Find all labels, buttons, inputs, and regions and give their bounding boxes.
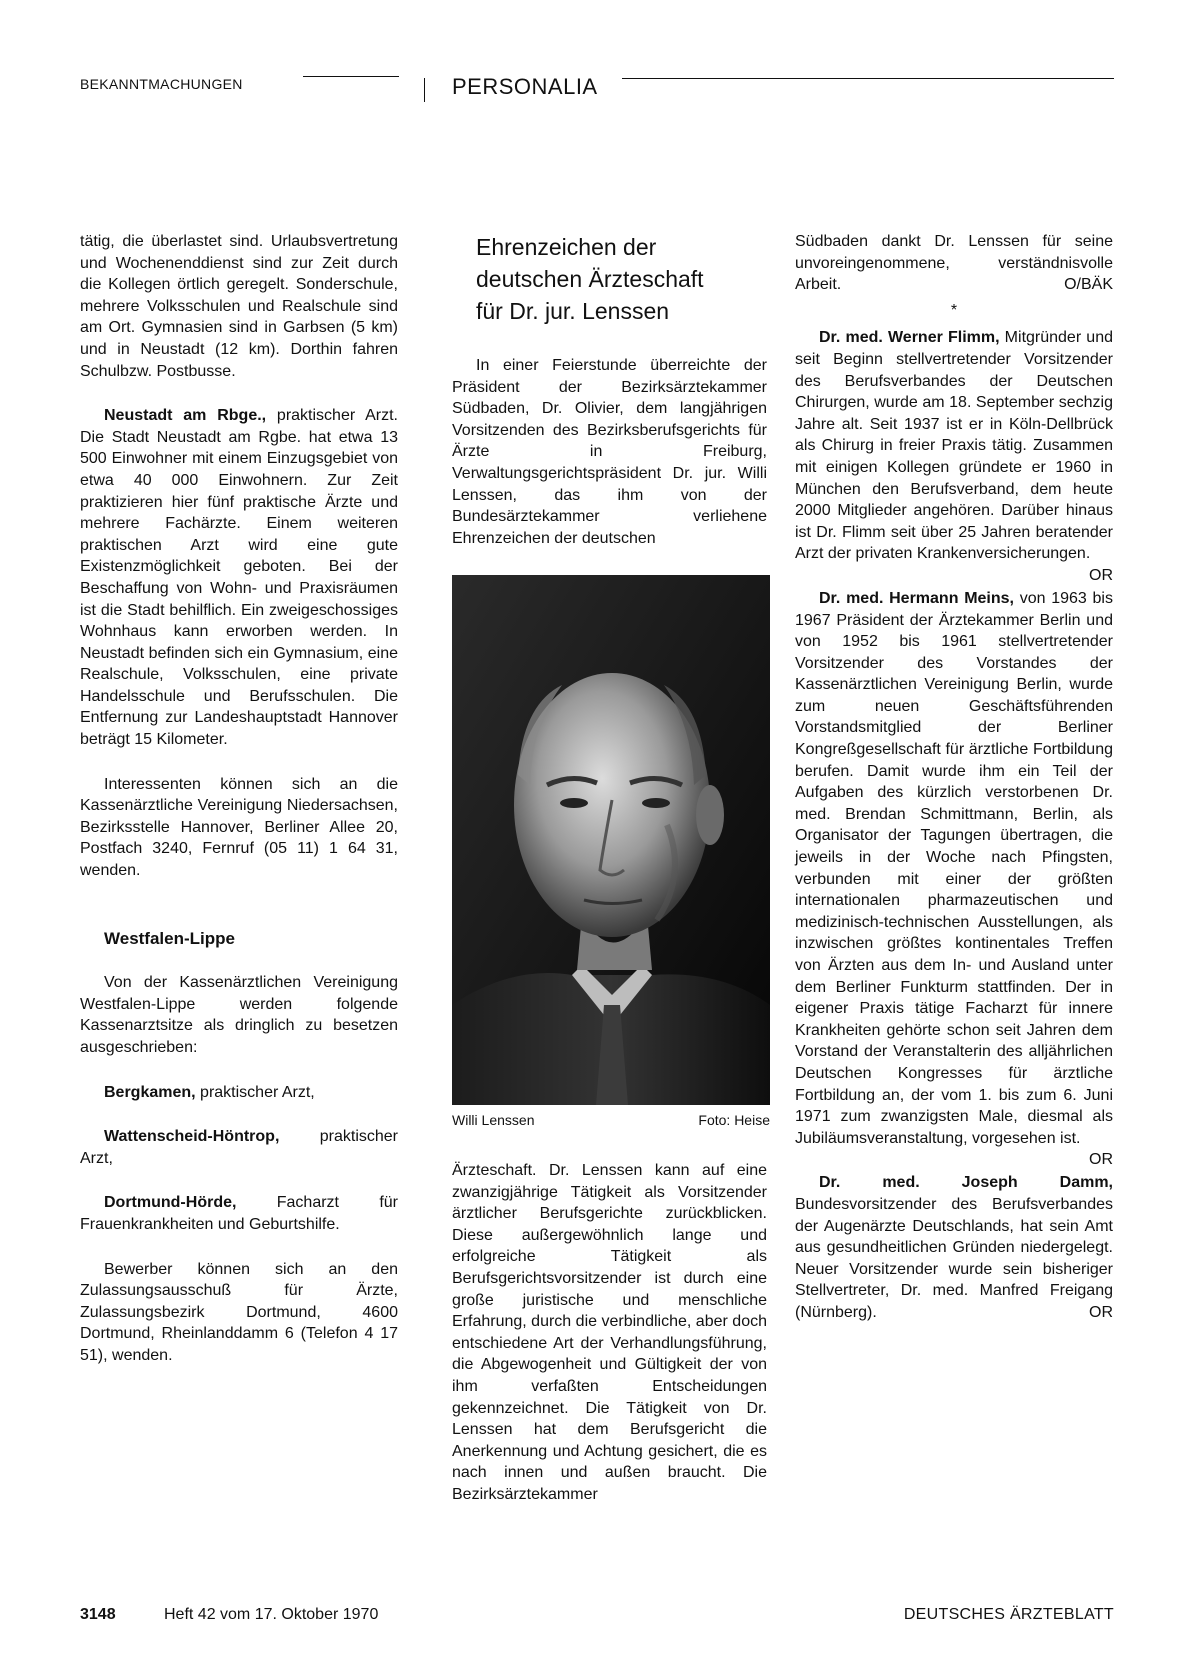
notice-signature: OR [1089,1303,1113,1321]
section-label-personalia: PERSONALIA [452,74,598,99]
notice-signature: OR [1089,1151,1113,1169]
listing-text: Facharzt für Frauenkrankheiten und Geburtshilfe. [80,1194,398,1233]
person-name: Dr. med. Werner Flimm, [819,329,1000,347]
notice-text: Bundesvorsitzender des Berufsverbandes der Augenärzte Deutschlands, hat sein Amt aus gesundheitlichen Gründen niedergelegt. Neuer Vorsitzender wurde sein bisheriger Stellvertreter, Dr. med. Manfred Freigang (Nürnberg). [795,1195,1113,1321]
listing-dortmund [80,1192,398,1235]
section-label-bekanntmachungen: BEKANNTMACHUNGEN [80,76,243,92]
portrait-photo [452,575,770,1105]
article-paragraph: Ärzteschaft. Dr. Lenssen kann auf eine zwanzigjährige Tätigkeit als Vorsitzender ärztlicher Berufsgerichte zurückblicken. Diese außergewöhnlich lange und erfolgreiche Tätigkeit als Berufsgerichtsvorsitzender ist durch eine große juristische und menschliche Erfahrung, durch die verbindliche, aber doch entschiedene Art der Verhandlungsführung, die Abgewogenheit und Gültigkeit der von ihm verfaßten Entscheidungen gekennzeichnet. Die Tätigkeit von Dr. Lenssen hat dem Berufsgericht die Anerkennung und Achtung gesichert, die es nach innen und außen braucht. Die Bezirksärztekammer [452,1162,767,1503]
page-number: 3148 [80,1606,116,1623]
article-signature: O/BÄK [1064,276,1113,294]
article-text: Südbaden dankt Dr. Lenssen für seine unvoreingenommene, verständnisvolle Arbeit. [795,233,1113,294]
notice-meins [795,588,1113,1169]
header-rule-right [622,78,1114,79]
paragraph-interessenten: Interessenten können sich an die Kassenärztliche Vereinigung Niedersachsen, Bezirksstelle Hannover, Berliner Allee 20, Postfach 3240, Fernruf (05 11) 1 64 31, wenden. [80,775,398,880]
listing-text: praktischer Arzt, [195,1083,315,1101]
paragraph-westfalen-intro: Von der Kassenärztlichen Vereinigung Westfalen-Lippe werden folgende Kassenarztsitze als dringlich zu besetzen ausgeschrieben: [80,974,398,1056]
article-paragraph: In einer Feierstunde überreichte der Präsident der Bezirksärztekammer Südbaden, Dr. Olivier, dem langjährigen Vorsitzenden des Bezirksberufsgerichts für Ärzte in Freiburg, Verwaltungsgerichtspräsident Dr. jur. Willi Lenssen, das ihm von der Bundesärztekammer verliehene Ehrenzeichen der deutschen [452,357,767,547]
article-lead [452,355,767,549]
notice-text: von 1963 bis 1967 Präsident der Ärztekammer Berlin und von 1952 bis 1961 stellvertretender Vorsitzender des Vorstandes der Kassenärztlichen Vereinigung Berlin, wurde zum neuen Geschäftsführenden Vorstandsmitglied der Berliner Kongreßgesellschaft für ärztliche Fortbildung berufen. Damit wurde ihm ein Teil der Aufgaben des kürzlich verstorbenen Dr. med. Brendan Schmittmann, Berlin, als Organisator der Tagungen übertragen, die jeweils in der Woche nach Pfingsten, verbunden mit einer der größten internationalen pharmazeutischen und medizinisch-technischen Ausstellungen, als inzwischen größtes kontinentales Treffen von Ärzten aus dem In- und Ausland unter dem Berliner Funkturm stattfinden. Der in eigener Praxis tätige Facharzt für innere Krankheiten gehörte schon seit Jahren dem Vorstand der Veranstalterin des alljährlichen Deutschen Kongresses für ärztliche Fortbildung an, der vom 1. bis zum 6. Juni 1971 zum zwanzigsten Male, diesmal als Jubiläumsveranstaltung, vorgesehen ist. [795,589,1113,1147]
paragraph-bewerber: Bewerber können sich an den Zulassungsausschuß für Ärzte, Zulassungsbezirk Dortmund, 4600 Dortmund, Rheinlanddamm 6 (Telefon 4 17 51), wenden. [80,1260,398,1364]
listing-wattenscheid [80,1126,398,1169]
headline-line: deutschen Ärzteschaft [476,266,704,292]
listing-place-name: Neustadt am Rbge., [104,407,267,425]
issue-info: Heft 42 vom 17. Oktober 1970 [164,1606,379,1623]
caption-name: Willi Lenssen [452,1112,535,1128]
separator-star: * [950,301,958,319]
header-divider [424,78,425,102]
notice-text: Mitgründer und seit Beginn stellvertretender Vorsitzender des Berufsverbandes der Deutschen Chirurgen, wurde am 18. September sechzig Jahre alt. Seit 1937 ist er in Köln-Dellbrück als Chirurg in freier Praxis tätig. Zusammen mit einigen Kollegen gründete er 1960 in München den Berufsverband, dem heute 2000 Mitglieder angehören. Darüber hinaus ist Dr. Flimm seit über 25 Jahren beratender Arzt der privaten Krankenversicherungen. [795,329,1113,563]
caption-credit: Foto: Heise [698,1112,770,1128]
header-rule-left [303,76,399,77]
listing-text: praktischer Arzt. Die Stadt Neustadt am Rgbe. hat etwa 13 500 Einwohner mit einem Einzugsgebiet von etwa 40 000 Einwohnern. Zur Zeit praktizieren hier fünf praktische Ärzte und mehrere Fachärzte. Einem weiteren praktischen Arzt wird eine gute Existenzmöglichkeit geboten. Bei der Beschaffung von Wohn- und Praxisräumen ist die Stadt behilflich. Ein zweigeschossiges Wohnhaus kann erworben werden. In Neustadt befinden sich ein Gymnasium, eine Realschule, Volksschulen, eine private Handelsschule und Berufsschulen. Die Entfernung zur Landeshauptstadt Hannover beträgt 15 Kilometer. [80,407,398,749]
column-personalia [795,231,1113,1324]
notice-flimm [795,327,1113,584]
person-name: Dr. med. Hermann Meins, [819,589,1014,607]
listing-bergkamen [80,1082,398,1104]
portrait-illustration [452,575,770,1105]
article-paragraph-end [795,231,1113,296]
notice-signature: OR [1089,566,1113,584]
column-bekanntmachungen [80,231,398,1367]
person-name: Dr. med. Joseph Damm, [819,1174,1113,1192]
subheading-westfalen-lippe: Westfalen-Lippe [104,928,235,948]
listing-text: praktischer Arzt, [80,1128,398,1167]
headline-line: Ehrenzeichen der [476,234,657,260]
article-body [452,1160,767,1506]
notice-damm [795,1172,1113,1323]
listing-place-name: Dortmund-Hörde, [104,1194,237,1212]
paragraph-continued: tätig, die überlastet sind. Urlaubsvertretung und Wochenenddienst sind zur Zeit durch die Kollegen örtlich geregelt. Sonderschule, mehrere Volksschulen und Realschule sind am Ort. Gymnasien sind in Garbsen (5 km) und in Neustadt (12 km). Dorthin fahren Schulbzw. Postbusse. [80,233,398,380]
listing-place-name: Wattenscheid-Höntrop, [104,1128,280,1146]
publication-name: DEUTSCHES ÄRZTEBLATT [903,1606,1114,1623]
headline-line: für Dr. jur. Lenssen [476,298,670,324]
listing-neustadt [80,405,398,751]
article-headline [476,231,776,327]
listing-place-name: Bergkamen, [104,1083,196,1101]
